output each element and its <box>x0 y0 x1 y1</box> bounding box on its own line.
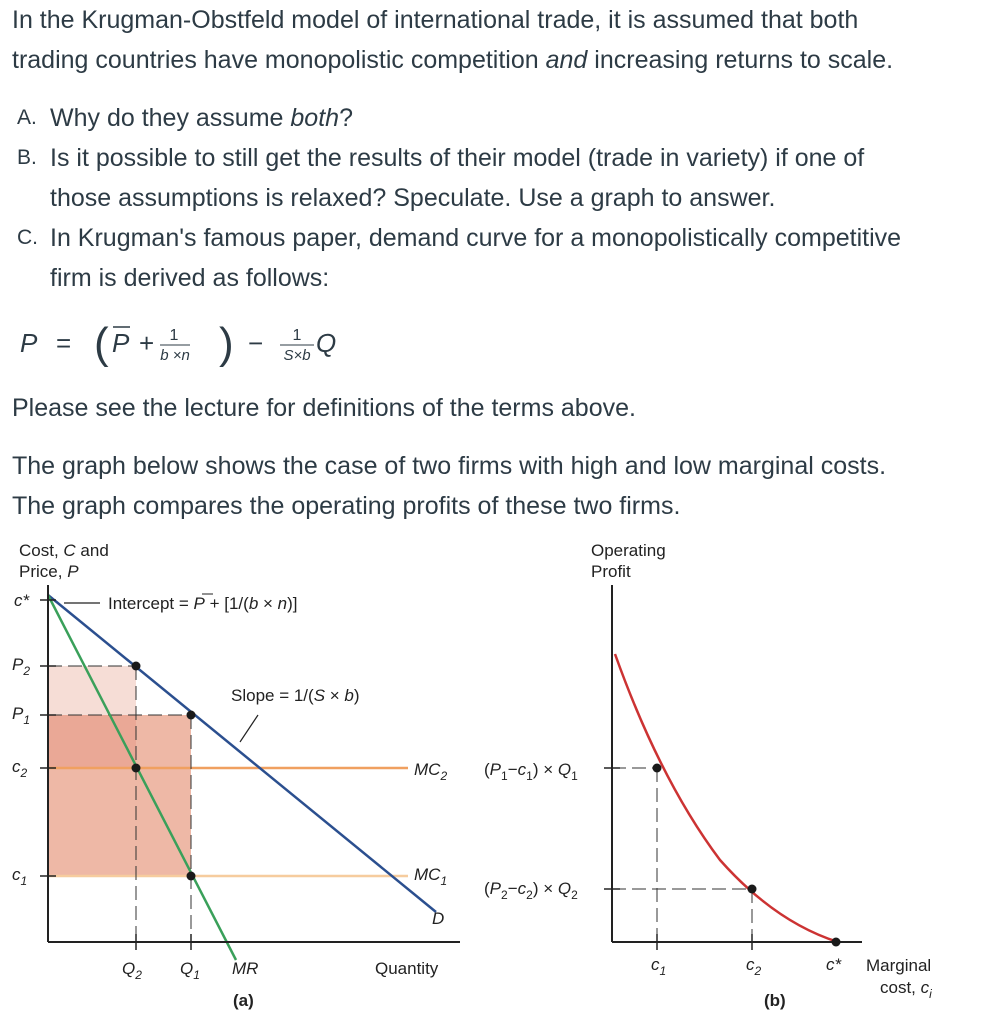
point-profit-c1 <box>653 764 662 773</box>
figure <box>0 530 995 1024</box>
list-item-b: B. Is it possible to still get the results of their model (trade in variety) if one of those assumptions is relaxed? Speculate. Use a graph to answer. <box>12 138 987 218</box>
formula-lparen: ( <box>94 319 109 368</box>
list-letter-c: C. <box>17 226 38 249</box>
ylabel-a-line1: Cost, C and <box>19 541 109 560</box>
tick-label-b-c2: $c_2$ <box>746 955 762 978</box>
point-mr-mc2 <box>132 764 141 773</box>
demand-formula <box>14 312 374 372</box>
formula-plus: + <box>139 328 155 358</box>
point-mr-mc1 <box>187 872 196 881</box>
graph-intro-line-1: The graph below shows the case of two firms with high and low marginal costs. <box>12 452 887 480</box>
intro-line-1: In the Krugman-Obstfeld model of international trade, it is assumed that both <box>12 6 859 34</box>
list-item-a: A. Why do they assume both? <box>12 98 987 138</box>
formula-minus: − <box>248 328 264 358</box>
formula-frac1-num: 1 <box>169 327 179 344</box>
slope-label: Slope = 1/(S × b) <box>231 686 360 705</box>
graph-intro <box>12 446 987 526</box>
demand-label: D <box>432 909 445 928</box>
formula-q: Q <box>316 328 337 358</box>
panel-label-a: (a) <box>233 991 254 1010</box>
formula-frac2-num: 1 <box>292 327 302 344</box>
tick-label-c2: $c_2$ <box>12 757 28 780</box>
point-profit-cstar <box>832 938 841 947</box>
xlabel-a: Quantity <box>375 959 439 978</box>
formula-frac2-den: S×b <box>283 347 311 364</box>
ylabel-a-line2: Price, P <box>19 562 79 581</box>
panel-label-b: (b) <box>764 991 786 1010</box>
point-profit-c2 <box>748 885 757 894</box>
profit-label-2: $(P_2-c_2) \times Q_2$ <box>484 879 578 902</box>
profit-curve <box>615 654 838 942</box>
question-list <box>12 98 987 298</box>
mr-label: MR <box>232 959 259 978</box>
profit-area-firm1-right <box>136 715 191 876</box>
formula-p: P <box>20 328 38 358</box>
xlabel-b-line2: cost, $c_i$ <box>880 978 932 1001</box>
formula-pbar: P <box>112 328 130 358</box>
point-p1-demand <box>187 711 196 720</box>
tick-label-q2: $Q_2$ <box>122 959 142 982</box>
formula-eq: = <box>56 328 72 358</box>
intro-line-2: trading countries have monopolistic competition and increasing returns to scale. <box>12 46 894 74</box>
tick-label-p1: $P_1$ <box>12 704 31 727</box>
ylabel-b-line2: Profit <box>591 562 631 581</box>
tick-label-p2: $P_2$ <box>12 655 31 678</box>
list-letter-b: B. <box>17 146 37 169</box>
tick-label-c1: $c_1$ <box>12 865 28 888</box>
tick-label-cstar: c* <box>14 591 30 610</box>
tick-label-b-cstar: c* <box>826 955 842 974</box>
xlabel-b-line1: Marginal <box>866 956 932 975</box>
mc1-label: $MC_1$ <box>414 865 448 888</box>
lecture-note: Please see the lecture for definitions of the terms above. <box>12 394 636 422</box>
tick-label-q1: $Q_1$ <box>180 959 200 982</box>
ylabel-b-line1: Operating <box>591 541 666 560</box>
profit-area-firm1-left <box>48 768 136 876</box>
mc2-label: $MC_2$ <box>414 760 448 783</box>
profit-label-1: $(P_1-c_1) \times Q_1$ <box>484 760 578 783</box>
formula-rparen: ) <box>219 319 234 368</box>
note-block <box>12 388 987 428</box>
intercept-label: Intercept = P + [1/(b × n)] <box>108 594 298 613</box>
list-letter-a: A. <box>17 106 37 129</box>
slope-leader <box>240 715 258 742</box>
formula-frac1-den: b ×n <box>160 347 190 364</box>
tick-label-b-c1: $c_1$ <box>651 955 667 978</box>
point-p2-demand <box>132 662 141 671</box>
list-item-c: C. In Krugman's famous paper, demand curve for a monopolistically competitive firm is derived as follows: <box>12 218 987 298</box>
question-intro <box>12 0 987 80</box>
graph-intro-line-2: The graph compares the operating profits of these two firms. <box>12 492 681 520</box>
